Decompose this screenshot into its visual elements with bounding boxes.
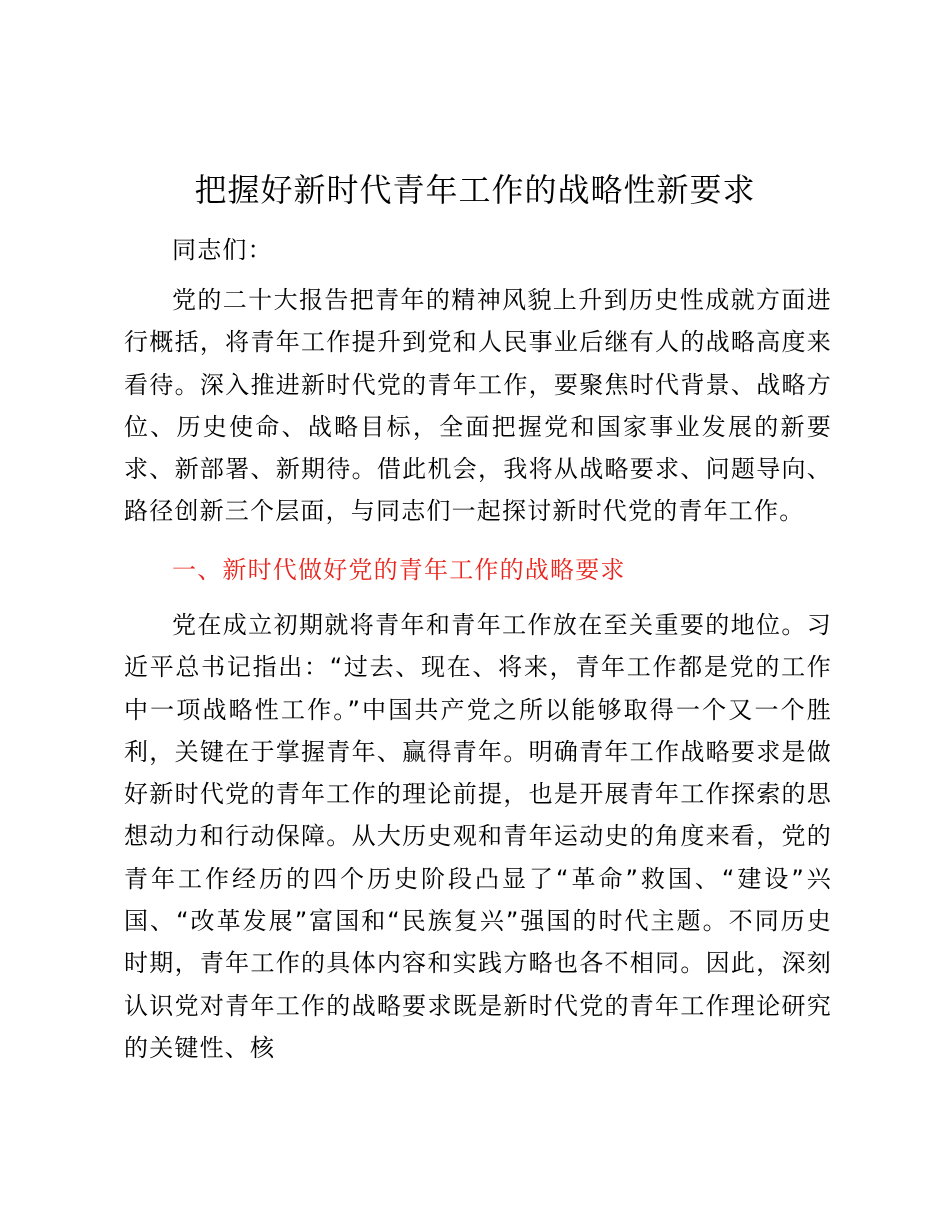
- paragraph-intro: 党的二十大报告把青年的精神风貌上升到历史性成就方面进行概括，将青年工作提升到党和人民事业后继有人的战略高度来看待。深入推进新时代党的青年工作，要聚焦时代背景、战略方位、历史使命、战略目标，全面把握党和国家事业发展的新要求、新部署、新期待。借此机会，我将从战略要求、问题导向、路径创新三个层面，与同志们一起探讨新时代党的青年工作。: [124, 286, 832, 526]
- paragraph-section-1: 党在成立初期就将青年和青年工作放在至关重要的地位。习近平总书记指出：“过去、现在、将来，青年工作都是党的工作中一项战略性工作。”中国共产党之所以能够取得一个又一个胜利，关键在于掌握青年、赢得青年。明确青年工作战略要求是做好新时代党的青年工作的理论前提，也是开展青年工作探索的思想动力和行动保障。从大历史观和青年运动史的角度来看，党的青年工作经历的四个历史阶段凸显了“革命”救国、“建设”兴国、“改革发展”富国和“民族复兴”强国的时代主题。不同历史时期，青年工作的具体内容和实践方略也各不相同。因此，深刻认识党对青年工作的战略要求既是新时代党的青年工作理论研究的关键性、核: [124, 611, 832, 1062]
- greeting: 同志们：: [172, 236, 273, 264]
- document-title: 把握好新时代青年工作的战略性新要求: [194, 171, 756, 209]
- section-heading-1: 一、新时代做好党的青年工作的战略要求: [172, 556, 626, 584]
